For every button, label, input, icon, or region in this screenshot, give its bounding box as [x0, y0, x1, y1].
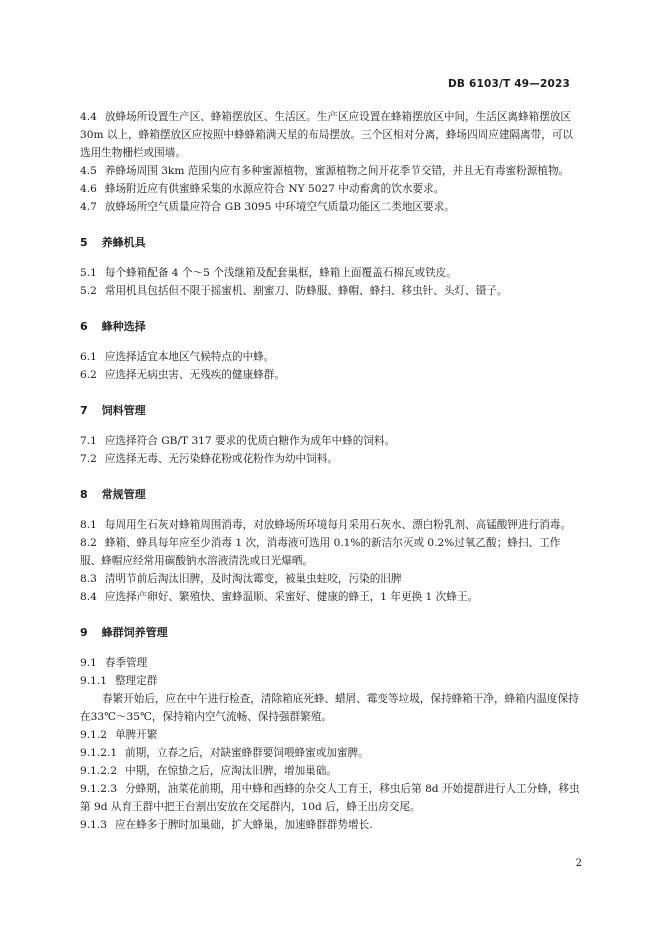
section-6-heading	[80, 318, 580, 336]
clause-text: 应选择符合 GB/T 317 要求的优质白糖作为成年中蜂的饲料。	[104, 435, 396, 447]
clause-text: 每周用生石灰对蜂箱周围消毒，对放蜂场所环境每月采用石灰水、漂白粉乳剂、高锰酸钾进行消毒。	[104, 519, 571, 531]
section-title: 饲料管理	[101, 404, 146, 417]
clause-text: 中期，在惊蛰之后，应淘汰旧脾，增加巢础。	[125, 765, 337, 777]
clause-9-1-2-3	[80, 780, 580, 816]
section-number: 5	[80, 236, 88, 249]
clause-8-3	[80, 570, 580, 588]
clause-text: 应选择产卵好、繁殖快、蜜蜂温顺、采蜜好、健康的蜂王，1 年更换 1 次蜂王。	[104, 591, 479, 603]
clause-number: 7.1	[80, 435, 97, 447]
clause-number: 8.1	[80, 519, 97, 531]
clause-number: 4.5	[80, 165, 97, 177]
section-title: 常规管理	[101, 488, 146, 501]
clause-number: 7.2	[80, 453, 97, 465]
clause-text: 养蜂场周围 3km 范围内应有多种蜜源植物，蜜源植物之间开花季节交错，并且无有毒蜜粉源植物。	[104, 165, 570, 177]
clause-number: 6.1	[80, 351, 97, 363]
section-number: 7	[80, 404, 88, 417]
clause-text: 常用机具包括但不限于摇蜜机、割蜜刀、防蜂服、蜂帽、蜂扫、移虫针、头灯、镊子。	[104, 285, 508, 297]
clause-8-4	[80, 588, 580, 606]
clause-9-1-3	[80, 816, 580, 834]
clause-number: 8.3	[80, 573, 97, 585]
clause-4-4	[80, 108, 580, 162]
section-number: 9	[80, 626, 88, 639]
clause-6-2	[80, 366, 580, 384]
clause-text: 应选择无毒、无污染蜂花粉或花粉作为幼中饲料。	[104, 453, 338, 465]
clause-number: 9.1.2	[80, 729, 107, 741]
page-number: 2	[575, 858, 582, 869]
clause-number: 5.2	[80, 285, 97, 297]
clause-9-1-2-2	[80, 762, 580, 780]
document-body	[80, 108, 580, 834]
section-number: 6	[80, 320, 88, 333]
section-7-heading	[80, 402, 580, 420]
clause-number: 9.1.3	[80, 819, 107, 831]
clause-text: 整理定群	[114, 675, 158, 687]
clause-number: 9.1.2.3	[80, 783, 118, 795]
clause-4-5	[80, 162, 580, 180]
clause-number: 9.1	[80, 657, 97, 669]
clause-text: 每个蜂箱配备 4 个～5 个浅继箱及配套巢框，蜂箱上面覆盖石棉瓦或铁皮。	[104, 267, 457, 279]
clause-9-1-1	[80, 672, 580, 690]
clause-text: 蜂箱、蜂具每年应至少消毒 1 次，消毒液可选用 0.1%的新洁尔灭或 0.2%过氧乙酸；蜂扫、工作服、蜂帽应经常用碳酸钠水溶液清洗或日光爆晒。	[80, 537, 561, 567]
clause-number: 5.1	[80, 267, 97, 279]
clause-text: 放蜂场所设置生产区、蜂箱摆放区、生活区。生产区应设置在蜂箱摆放区中间，生活区离蜂箱摆放区 30m 以上，蜂箱摆放区应按照中蜂蜂箱满天星的布局摆放。三个区相对分离，蜂场四周应建隔离带，可以选用生物栅栏或围墙。	[80, 111, 574, 159]
section-title: 养蜂机具	[101, 236, 146, 249]
section-title: 蜂种选择	[101, 320, 146, 333]
clause-text: 应选择适宜本地区气候特点的中蜂。	[104, 351, 275, 363]
section-number: 8	[80, 488, 88, 501]
clause-text: 应选择无病虫害、无残疾的健康蜂群。	[104, 369, 285, 381]
clause-text: 应在蜂多于脾时加巢础，扩大蜂巢，加速蜂群群势增长.	[114, 819, 373, 831]
clause-4-6	[80, 180, 580, 198]
clause-9-1-2	[80, 726, 580, 744]
clause-number: 9.1.2.1	[80, 747, 118, 759]
clause-number: 8.4	[80, 591, 97, 603]
clause-number: 4.6	[80, 183, 97, 195]
document-id: DB 6103/T 49—2023	[448, 78, 570, 90]
clause-text: 放蜂场所空气质量应符合 GB 3095 中环境空气质量功能区二类地区要求。	[104, 201, 455, 213]
clause-4-7	[80, 198, 580, 216]
clause-number: 8.2	[80, 537, 97, 549]
clause-text: 蜂场附近应有供蜜蜂采集的水源应符合 NY 5027 中动畜禽的饮水要求。	[104, 183, 445, 195]
clause-number: 9.1.2.2	[80, 765, 118, 777]
clause-7-1	[80, 432, 580, 450]
clause-8-1	[80, 516, 580, 534]
clause-5-2	[80, 282, 580, 300]
clause-text: 春季管理	[104, 657, 148, 669]
clause-9-1-1-body: 春繁开始后，应在中午进行检查，清除箱底死蜂、蜡屑、霉变等垃圾，保持蜂箱干净，蜂箱内温度保持在33℃～35℃，保持箱内空气流畅、保持强群繁殖。	[80, 693, 579, 723]
section-8-heading	[80, 486, 580, 504]
section-9-heading	[80, 624, 580, 642]
clause-9-1	[80, 654, 580, 672]
clause-number: 4.4	[80, 111, 97, 123]
clause-text: 清明节前后淘汰旧脾，及时淘汰霉变，被巢虫蛀咬，污染的旧脾	[104, 573, 402, 585]
clause-number: 6.2	[80, 369, 97, 381]
section-title: 蜂群饲养管理	[101, 626, 168, 639]
clause-text: 前期，立春之后，对缺蜜蜂群要饲喂蜂蜜或加蜜脾。	[125, 747, 369, 759]
clause-number: 9.1.1	[80, 675, 107, 687]
clause-9-1-2-1	[80, 744, 580, 762]
section-5-heading	[80, 234, 580, 252]
clause-8-2	[80, 534, 580, 570]
clause-5-1	[80, 264, 580, 282]
clause-text: 单脾开繁	[114, 729, 158, 741]
clause-6-1	[80, 348, 580, 366]
clause-number: 4.7	[80, 201, 97, 213]
clause-text: 分蜂期，油菜花前期，用中蜂和西蜂的杂交人工育王，移虫后第 8d 开始提群进行人工分蜂，移虫第 9d 从育王群中把王台割出安放在交尾群内，10d 后，蜂王出房交尾。	[80, 783, 580, 813]
clause-7-2	[80, 450, 580, 468]
